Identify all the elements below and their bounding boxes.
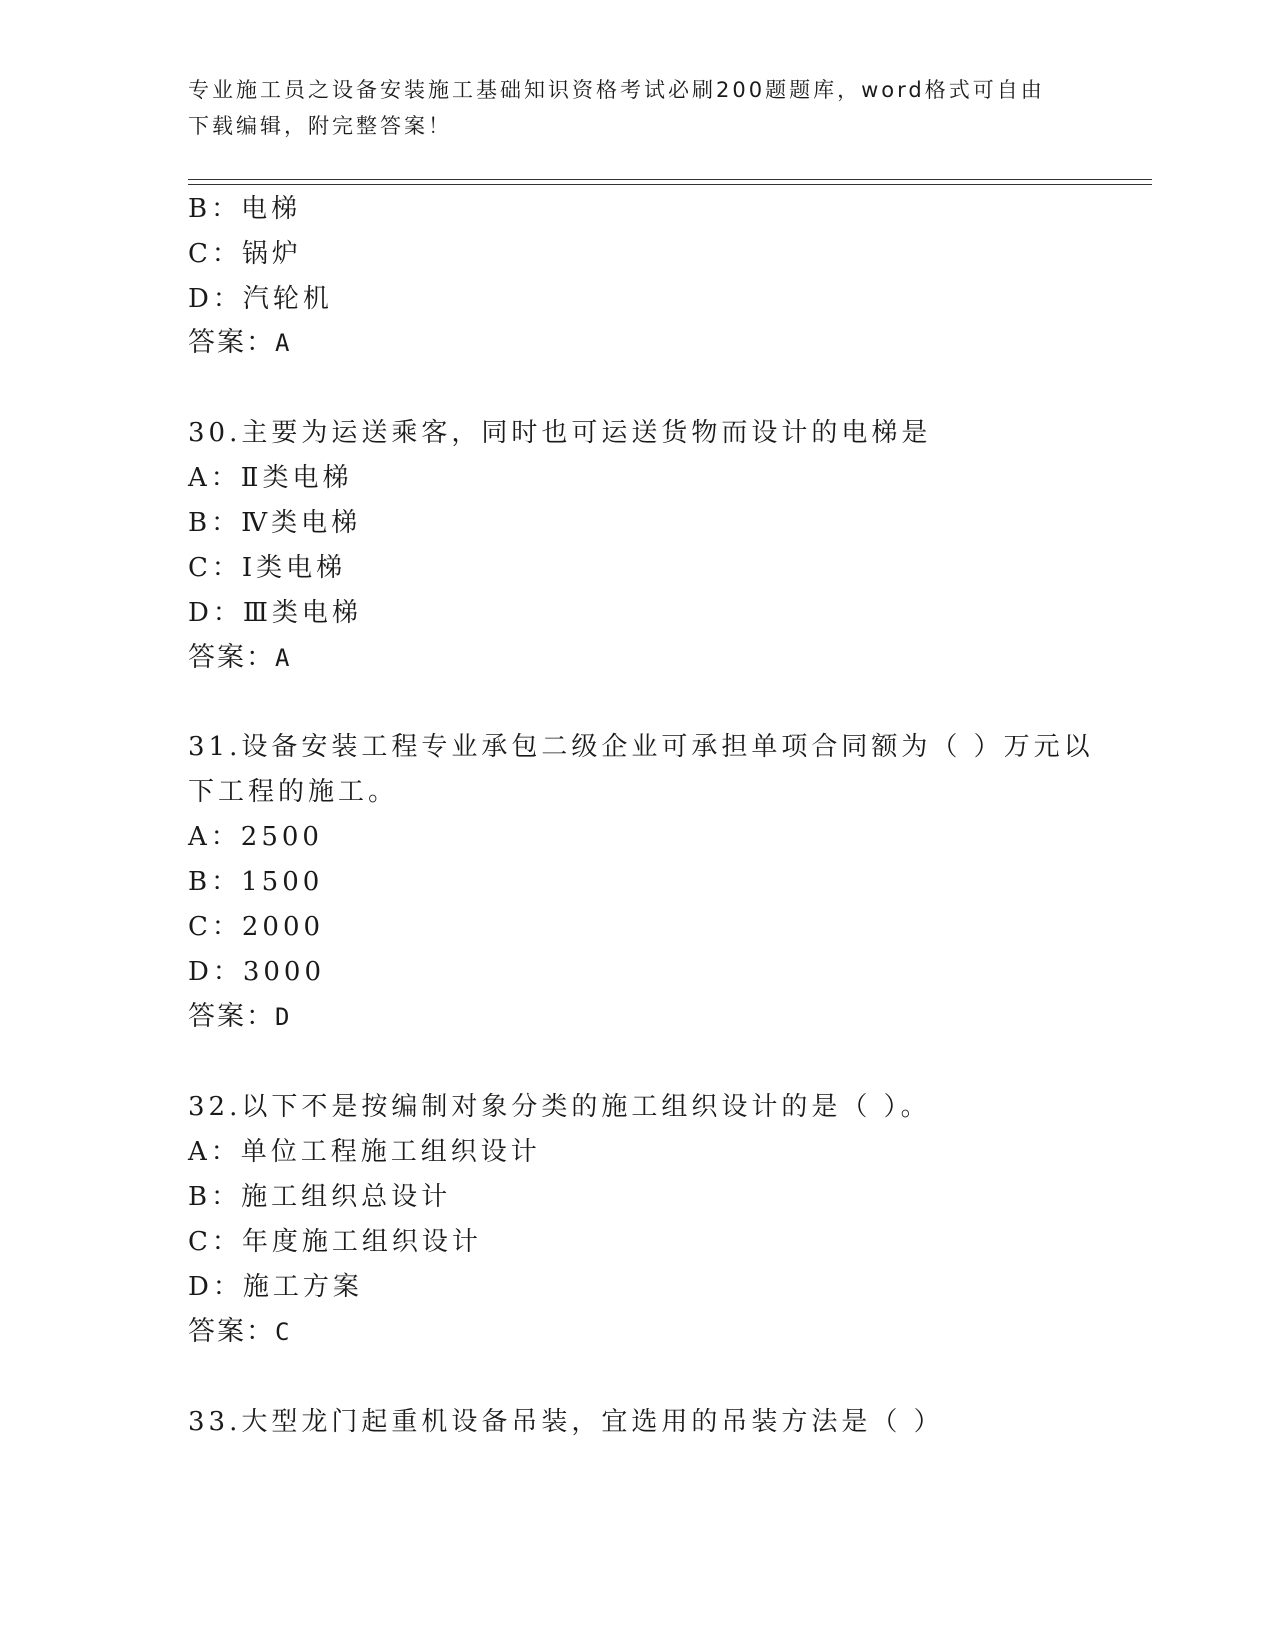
header-divider-bottom — [188, 184, 1152, 185]
document-header: 专业施工员之设备安装施工基础知识资格考试必刷200题题库，word格式可自由下载编辑，附完整答案！ — [188, 78, 1045, 138]
header-divider-top — [188, 179, 1152, 180]
q32-answer — [188, 1309, 289, 1355]
answer-value: A — [275, 644, 290, 672]
q29-option-c: C：锅炉 — [188, 239, 302, 269]
q30-option-b: B：Ⅳ类电梯 — [188, 508, 362, 538]
q30-option-c: C：Ⅰ类电梯 — [188, 553, 347, 583]
q31-question-line1: 31.设备安装工程专业承包二级企业可承担单项合同额为（ ）万元以 — [188, 732, 1094, 762]
q30-option-d: D：Ⅲ类电梯 — [188, 598, 362, 628]
q32-option-d: D：施工方案 — [188, 1272, 363, 1302]
answer-label: 答案： — [188, 642, 275, 673]
answer-value: C — [275, 1318, 290, 1346]
q33-question: 33.大型龙门起重机设备吊装，宜选用的吊装方法是（ ） — [188, 1407, 944, 1437]
q32-question: 32.以下不是按编制对象分类的施工组织设计的是（ ）。 — [188, 1092, 931, 1122]
q31-answer — [188, 994, 289, 1040]
q30-option-a: A：Ⅱ类电梯 — [188, 463, 353, 493]
q29-answer — [188, 320, 289, 366]
q29-option-b: B：电梯 — [188, 194, 302, 224]
q30-answer — [188, 635, 289, 681]
answer-label: 答案： — [188, 327, 275, 358]
q29-option-d: D：汽轮机 — [188, 284, 333, 314]
answer-value: D — [275, 1003, 290, 1031]
q31-option-a: A：2500 — [188, 822, 323, 852]
q31-option-b: B：1500 — [188, 867, 324, 897]
answer-value: A — [275, 329, 290, 357]
q32-option-a: A：单位工程施工组织设计 — [188, 1137, 541, 1167]
q32-option-c: C：年度施工组织设计 — [188, 1227, 482, 1257]
q31-question-line2: 下工程的施工。 — [188, 777, 399, 807]
q30-question: 30.主要为运送乘客，同时也可运送货物而设计的电梯是 — [188, 418, 932, 448]
answer-label: 答案： — [188, 1316, 275, 1347]
answer-label: 答案： — [188, 1001, 275, 1032]
q31-option-c: C：2000 — [188, 912, 325, 942]
q32-option-b: B：施工组织总设计 — [188, 1182, 452, 1212]
q31-option-d: D：3000 — [188, 957, 326, 987]
